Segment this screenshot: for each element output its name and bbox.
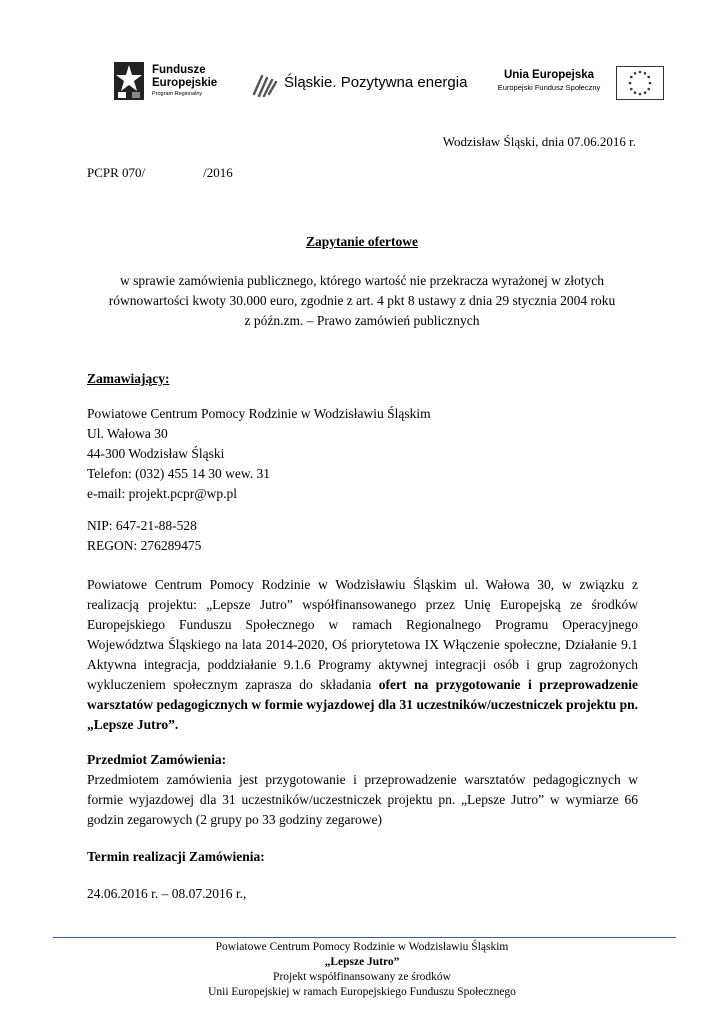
fe-line3: Program Regionalny: [152, 91, 203, 97]
orderer-ids: [87, 516, 638, 556]
ue-line1: Unia Europejska: [503, 69, 595, 81]
fe-star-icon: [114, 62, 144, 100]
footer: [0, 940, 724, 1000]
deadline-heading: Termin realizacji Zamówienia:: [87, 849, 265, 864]
reference-number: [87, 165, 233, 181]
reference-prefix: PCPR 070/: [87, 165, 146, 180]
address-line: e-mail: projekt.pcpr@wp.pl: [87, 486, 238, 501]
footer-line4: Unii Europejskiej w ramach Europejskiego Funduszu Społecznego: [208, 986, 516, 998]
date-line: Wodzisław Śląski, dnia 07.06.2016 r.: [442, 134, 636, 149]
footer-divider: [53, 937, 676, 938]
slaskie-text: Śląskie. Pozytywna energia: [284, 74, 468, 91]
orderer-address: [87, 404, 638, 504]
intro-line: w sprawie zamówienia publicznego, którego wartość nie przekracza wyrażonej w złotych: [120, 273, 604, 288]
address-line: Ul. Wałowa 30: [87, 426, 168, 441]
regon: REGON: 276289475: [87, 538, 202, 553]
main-paragraph-text: Powiatowe Centrum Pomocy Rodzinie w Wodzisławiu Śląskim ul. Wałowa 30, w związku z realizacją projektu: „Lepsze Jutro” współfinansowanego przez Unię Europejską ze środków Europejskiego Funduszu Społecznego w ramach Regionalnego Programu Operacyjnego Województwa Śląskiego na lata 2014-2020, Oś priorytetowa IX Włączenie społeczne, Działanie 9.1 Aktywna integracja, poddziałanie 9.1.6 Programy aktywnej integracji osób i grup zagrożonych wykluczeniem społecznym zaprasza do składania: [87, 577, 638, 692]
intro-line: równowartości kwoty 30.000 euro, zgodnie z art. 4 pkt 8 ustawy z dnia 29 stycznia 2004 roku: [108, 293, 616, 308]
eu-flag-icon: [616, 66, 664, 100]
address-line: 44-300 Wodzisław Śląski: [87, 446, 225, 461]
main-paragraph-bold: ofert na przygotowanie i przeprowadzenie warsztatów pedagogicznych w formie wyjazdowej dla 31 uczestników/uczestniczek projektu pn. „Lepsze Jutro”.: [87, 677, 638, 732]
footer-line1: Powiatowe Centrum Pomocy Rodzinie w Wodzisławiu Śląskim: [215, 941, 509, 953]
footer-line3: Projekt współfinansowany ze środków: [273, 971, 451, 983]
ue-line2: Europejski Fundusz Społeczny: [497, 83, 601, 92]
subject-heading: Przedmiot Zamówienia:: [87, 752, 227, 767]
address-line: Powiatowe Centrum Pomocy Rodzinie w Wodzisławiu Śląskim: [87, 406, 431, 421]
deadline-section: [87, 847, 638, 867]
intro-line: z późn.zm. – Prawo zamówień publicznych: [244, 313, 480, 328]
fe-line1: Fundusze: [152, 64, 206, 76]
logo-bar: [110, 58, 665, 110]
slaskie-wave-icon: [252, 72, 280, 98]
reference-suffix: /2016: [203, 165, 233, 180]
main-paragraph: [87, 575, 638, 735]
deadline-text: 24.06.2016 r. – 08.07.2016 r.,: [87, 886, 247, 901]
intro: [87, 271, 637, 331]
orderer-section: [87, 369, 638, 389]
orderer-heading: Zamawiający:: [87, 371, 170, 386]
subject-text: Przedmiotem zamówienia jest przygotowanie i przeprowadzenie warsztatów pedagogicznych w formie wyjazdowej dla 31 uczestników/uczestniczek projektu pn. „Lepsze Jutro” w wymiarze 66 godzin zegarowych (2 grupy po 33 godziny zegarowe): [87, 772, 638, 827]
footer-line2: „Lepsze Jutro”: [324, 956, 400, 968]
unia-europejska-logo: [488, 64, 668, 104]
nip: NIP: 647-21-88-528: [87, 518, 197, 533]
subject-section: [87, 750, 638, 830]
deadline-value: [87, 884, 638, 904]
address-line: Telefon: (032) 455 14 30 wew. 31: [87, 466, 271, 481]
fundusze-europejskie-logo: [114, 58, 234, 110]
slaskie-logo: [252, 70, 472, 100]
document-title: Zapytanie ofertowe: [305, 234, 419, 249]
fe-line2: Europejskie: [152, 77, 218, 89]
